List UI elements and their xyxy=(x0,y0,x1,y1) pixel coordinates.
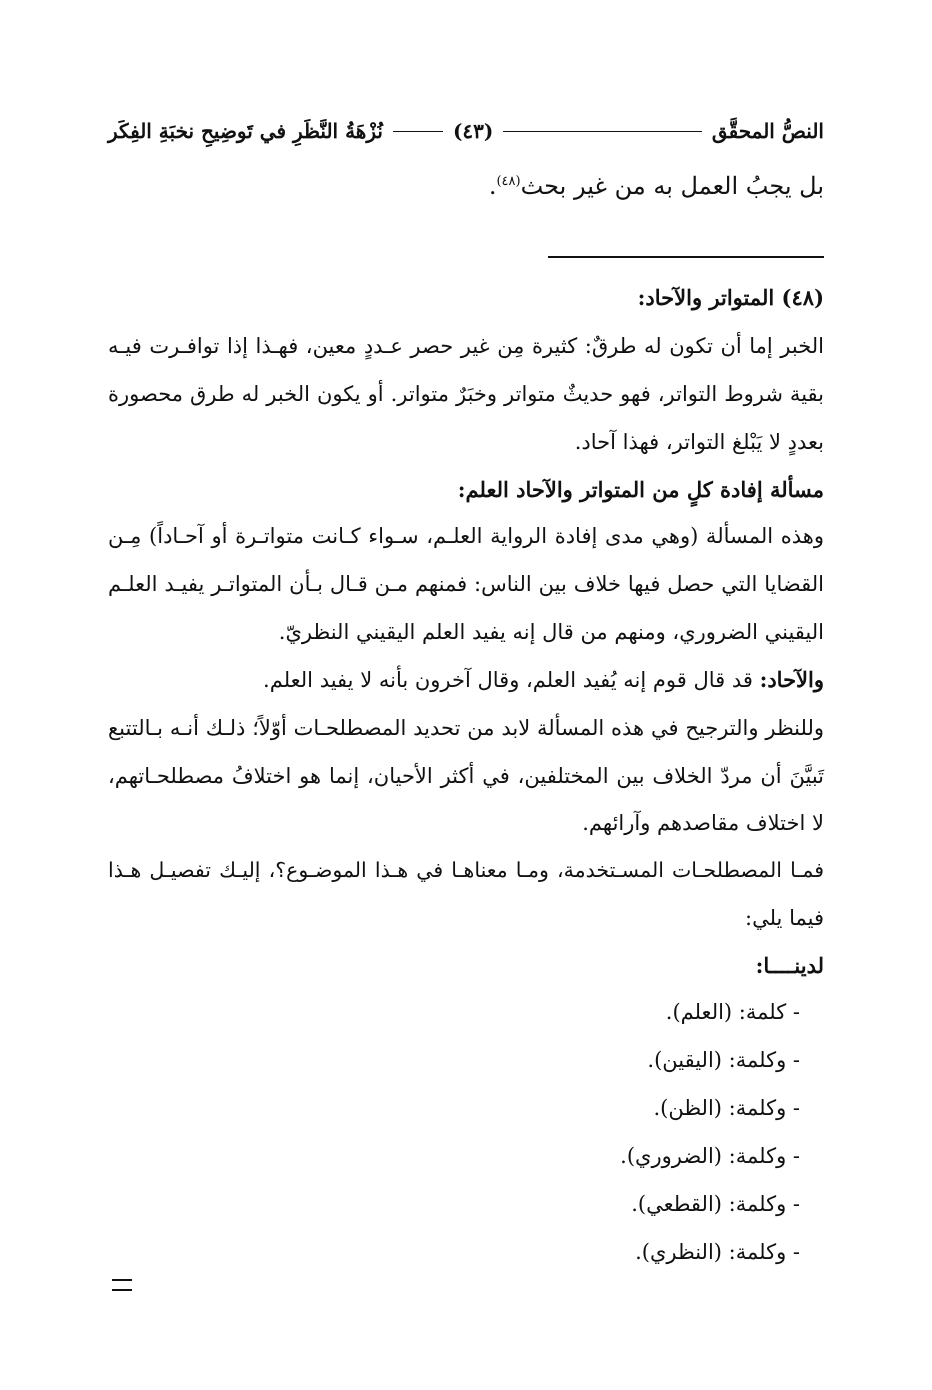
para3-line2: تَبيَّنَ أن مردّ الخلاف بين المختلفين، في أكثر الأحيان، إنما هو اختلافُ مصطلحـاتهم، xyxy=(108,764,824,788)
para1-line2: بقية شروط التواتر، فهو حديثٌ متواتر وخبَرٌ متواتر. أو يكون الخبر له طرق محصورة xyxy=(108,382,824,406)
ahad-line xyxy=(263,667,824,692)
main-text-end: . xyxy=(488,172,497,200)
list-item: - وكلمة: (الضروري). xyxy=(620,1144,800,1168)
footnote-ref: (٤٨) xyxy=(496,174,521,189)
list-item: - وكلمة: (النظري). xyxy=(635,1240,800,1264)
list-item: - كلمة: (العلم). xyxy=(665,1000,800,1024)
ahad-label: والآحاد: xyxy=(759,667,824,692)
header-left-title: نُزْهَةُ النَّظَرِ في تَوضِيحِ نخبَةِ الفِكَر xyxy=(108,119,383,143)
para4-line1: فمـا المصطلحـات المسـتخدمة، ومـا معناهـا في هـذا الموضـوع؟، إليـك تفصيـل هـذا xyxy=(108,858,824,882)
para4-line2: فيما يلي: xyxy=(745,906,824,930)
para3-line3: لا اختلاف مقاصدهم وآرائهم. xyxy=(582,811,824,835)
header-rule xyxy=(503,131,702,132)
para2-line2: القضايا التي حصل فيها خلاف بين الناس: فمنهم مـن قـال بـأن المتواتـر يفيـد العلـم xyxy=(108,572,824,596)
para2-line3: اليقيني الضروري، ومنهم من قال إنه يفيد العلم اليقيني النظريّ. xyxy=(278,620,824,644)
ahad-text: قد قال قوم إنه يُفيد العلم، وقال آخرون بأنه لا يفيد العلم. xyxy=(263,668,760,692)
para1-line1: الخبر إما أن تكون له طرقٌ: كثيرة مِن غير حصر عـددٍ معين، فهـذا إذا توافـرت فيـه xyxy=(108,334,824,358)
main-text: بل يجبُ العمل به من غير بحث xyxy=(520,172,824,200)
continuation-mark xyxy=(112,1279,132,1291)
list-item: - وكلمة: (الظن). xyxy=(653,1096,800,1120)
para3-line1: وللنظر والترجيح في هذه المسألة لابد من تحديد المصطلحـات أوّلاً؛ ذلـك أنـه بـالتتبع xyxy=(108,716,824,740)
main-text-line xyxy=(489,172,824,200)
para1-line3: بعددٍ لا يَبْلغ التواتر، فهذا آحاد. xyxy=(574,430,824,454)
para2-line1: وهذه المسألة (وهي مدى إفادة الرواية العلـم، سـواء كـانت متواتـرة أو آحـاداً) مِـن xyxy=(108,524,824,548)
running-header xyxy=(108,112,824,150)
header-right-title: النصُّ المحقَّق xyxy=(711,119,824,143)
ladayna-label: لدينــــا: xyxy=(755,953,824,978)
page-number: (٤٣) xyxy=(452,119,494,143)
footnote-separator xyxy=(548,256,824,258)
list-item: - وكلمة: (القطعي). xyxy=(631,1192,800,1216)
subheading: مسألة إفادة كلٍ من المتواتر والآحاد العلم: xyxy=(457,477,824,502)
list-item: - وكلمة: (اليقين). xyxy=(647,1048,800,1072)
header-rule-short xyxy=(393,131,443,132)
footnote-heading: (٤٨) المتواتر والآحاد: xyxy=(637,285,824,310)
